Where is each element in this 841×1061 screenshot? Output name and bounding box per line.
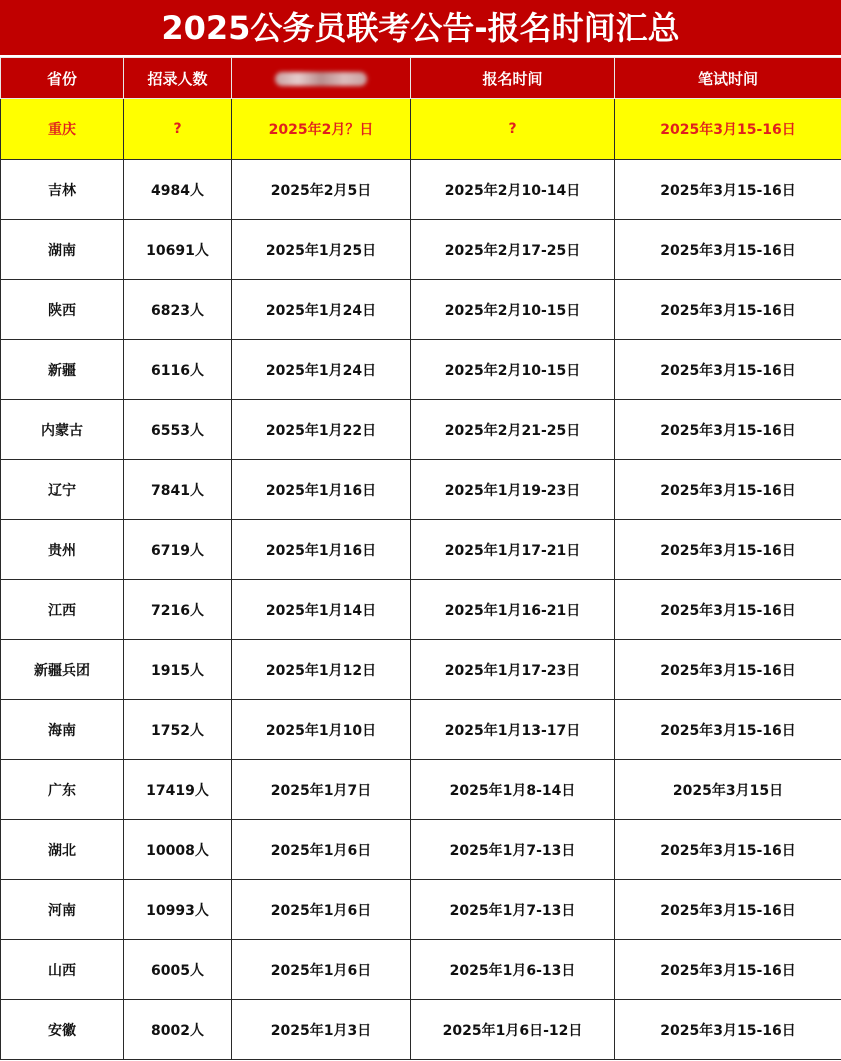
exam-time-cell: 2025年3月15-16日 [615, 580, 841, 640]
header-exam-time: 笔试时间 [615, 58, 841, 99]
header-recruit-count: 招录人数 [124, 58, 232, 99]
table-row [1, 700, 841, 760]
header-blurred [232, 58, 411, 99]
exam-time-cell: 2025年3月15-16日 [615, 99, 841, 160]
exam-time-cell: 2025年3月15-16日 [615, 880, 841, 940]
exam-time-cell: 2025年3月15-16日 [615, 340, 841, 400]
province-cell: 陕西 [1, 280, 124, 340]
registration-time-cell: 2025年1月6日-12日 [411, 1000, 615, 1060]
table-row [1, 220, 841, 280]
registration-time-cell: 2025年1月6-13日 [411, 940, 615, 1000]
recruit-count-cell: 8002人 [124, 1000, 232, 1060]
exam-time-cell: 2025年3月15-16日 [615, 940, 841, 1000]
recruit-count-cell: 10993人 [124, 880, 232, 940]
province-cell: 新疆 [1, 340, 124, 400]
province-cell: 贵州 [1, 520, 124, 580]
registration-time-cell: 2025年1月13-17日 [411, 700, 615, 760]
province-cell: 江西 [1, 580, 124, 640]
sheet-title: 2025公务员联考公告-报名时间汇总 [0, 0, 841, 57]
announce-date-cell: 2025年1月7日 [232, 760, 411, 820]
exam-time-cell: 2025年3月15-16日 [615, 820, 841, 880]
province-cell: 重庆 [1, 99, 124, 160]
announce-date-cell: 2025年1月25日 [232, 220, 411, 280]
exam-time-cell: 2025年3月15-16日 [615, 640, 841, 700]
exam-time-cell: 2025年3月15日 [615, 760, 841, 820]
table-row [1, 99, 841, 160]
province-cell: 辽宁 [1, 460, 124, 520]
registration-time-cell: 2025年1月19-23日 [411, 460, 615, 520]
province-cell: 吉林 [1, 160, 124, 220]
table-row [1, 1000, 841, 1060]
registration-time-cell: 2025年1月17-21日 [411, 520, 615, 580]
recruit-count-cell: 6553人 [124, 400, 232, 460]
table-row [1, 820, 841, 880]
province-cell: 海南 [1, 700, 124, 760]
exam-time-cell: 2025年3月15-16日 [615, 400, 841, 460]
recruit-count-cell: 1915人 [124, 640, 232, 700]
table-row [1, 640, 841, 700]
registration-time-cell: 2025年2月17-25日 [411, 220, 615, 280]
table-row [1, 940, 841, 1000]
announce-date-cell: 2025年1月14日 [232, 580, 411, 640]
table-row [1, 400, 841, 460]
recruit-count-cell: 4984人 [124, 160, 232, 220]
table-row [1, 880, 841, 940]
province-cell: 河南 [1, 880, 124, 940]
recruit-count-cell: 1752人 [124, 700, 232, 760]
recruit-count-cell: 10691人 [124, 220, 232, 280]
announce-date-cell: 2025年2月？日 [232, 99, 411, 160]
announce-date-cell: 2025年1月22日 [232, 400, 411, 460]
recruit-count-cell: 6116人 [124, 340, 232, 400]
table-row [1, 760, 841, 820]
announce-date-cell: 2025年1月6日 [232, 820, 411, 880]
announce-date-cell: 2025年1月16日 [232, 460, 411, 520]
announce-date-cell: 2025年1月24日 [232, 340, 411, 400]
registration-time-cell: 2025年2月10-15日 [411, 280, 615, 340]
announce-date-cell: 2025年1月10日 [232, 700, 411, 760]
recruit-count-cell: 10008人 [124, 820, 232, 880]
registration-time-cell: 2025年1月7-13日 [411, 880, 615, 940]
table-row [1, 280, 841, 340]
blurred-header-text [275, 72, 367, 86]
recruit-count-cell: 7841人 [124, 460, 232, 520]
table-row [1, 580, 841, 640]
announce-date-cell: 2025年2月5日 [232, 160, 411, 220]
table-row [1, 160, 841, 220]
registration-time-cell: 2025年2月10-14日 [411, 160, 615, 220]
registration-time-cell: 2025年1月8-14日 [411, 760, 615, 820]
recruit-count-cell: ? [124, 99, 232, 160]
province-cell: 新疆兵团 [1, 640, 124, 700]
exam-time-cell: 2025年3月15-16日 [615, 520, 841, 580]
province-cell: 广东 [1, 760, 124, 820]
province-cell: 湖南 [1, 220, 124, 280]
province-cell: 山西 [1, 940, 124, 1000]
province-cell: 湖北 [1, 820, 124, 880]
exam-time-cell: 2025年3月15-16日 [615, 160, 841, 220]
table-body [1, 99, 841, 1060]
table-row [1, 460, 841, 520]
header-registration-time: 报名时间 [411, 58, 615, 99]
registration-time-cell: 2025年1月17-23日 [411, 640, 615, 700]
table-row [1, 520, 841, 580]
table-row [1, 340, 841, 400]
exam-time-cell: 2025年3月15-16日 [615, 280, 841, 340]
registration-time-cell: 2025年2月21-25日 [411, 400, 615, 460]
registration-time-cell: ? [411, 99, 615, 160]
registration-time-cell: 2025年1月7-13日 [411, 820, 615, 880]
recruit-count-cell: 6005人 [124, 940, 232, 1000]
recruit-count-cell: 17419人 [124, 760, 232, 820]
recruit-count-cell: 7216人 [124, 580, 232, 640]
announce-date-cell: 2025年1月3日 [232, 1000, 411, 1060]
exam-time-cell: 2025年3月15-16日 [615, 220, 841, 280]
header-province: 省份 [1, 58, 124, 99]
exam-time-cell: 2025年3月15-16日 [615, 460, 841, 520]
announce-date-cell: 2025年1月12日 [232, 640, 411, 700]
registration-time-cell: 2025年1月16-21日 [411, 580, 615, 640]
recruit-count-cell: 6823人 [124, 280, 232, 340]
announce-date-cell: 2025年1月24日 [232, 280, 411, 340]
announce-date-cell: 2025年1月6日 [232, 880, 411, 940]
schedule-table [0, 57, 841, 1060]
province-cell: 内蒙古 [1, 400, 124, 460]
registration-time-cell: 2025年2月10-15日 [411, 340, 615, 400]
announce-date-cell: 2025年1月6日 [232, 940, 411, 1000]
exam-time-cell: 2025年3月15-16日 [615, 1000, 841, 1060]
recruit-count-cell: 6719人 [124, 520, 232, 580]
exam-time-cell: 2025年3月15-16日 [615, 700, 841, 760]
header-row [1, 58, 841, 99]
province-cell: 安徽 [1, 1000, 124, 1060]
announce-date-cell: 2025年1月16日 [232, 520, 411, 580]
